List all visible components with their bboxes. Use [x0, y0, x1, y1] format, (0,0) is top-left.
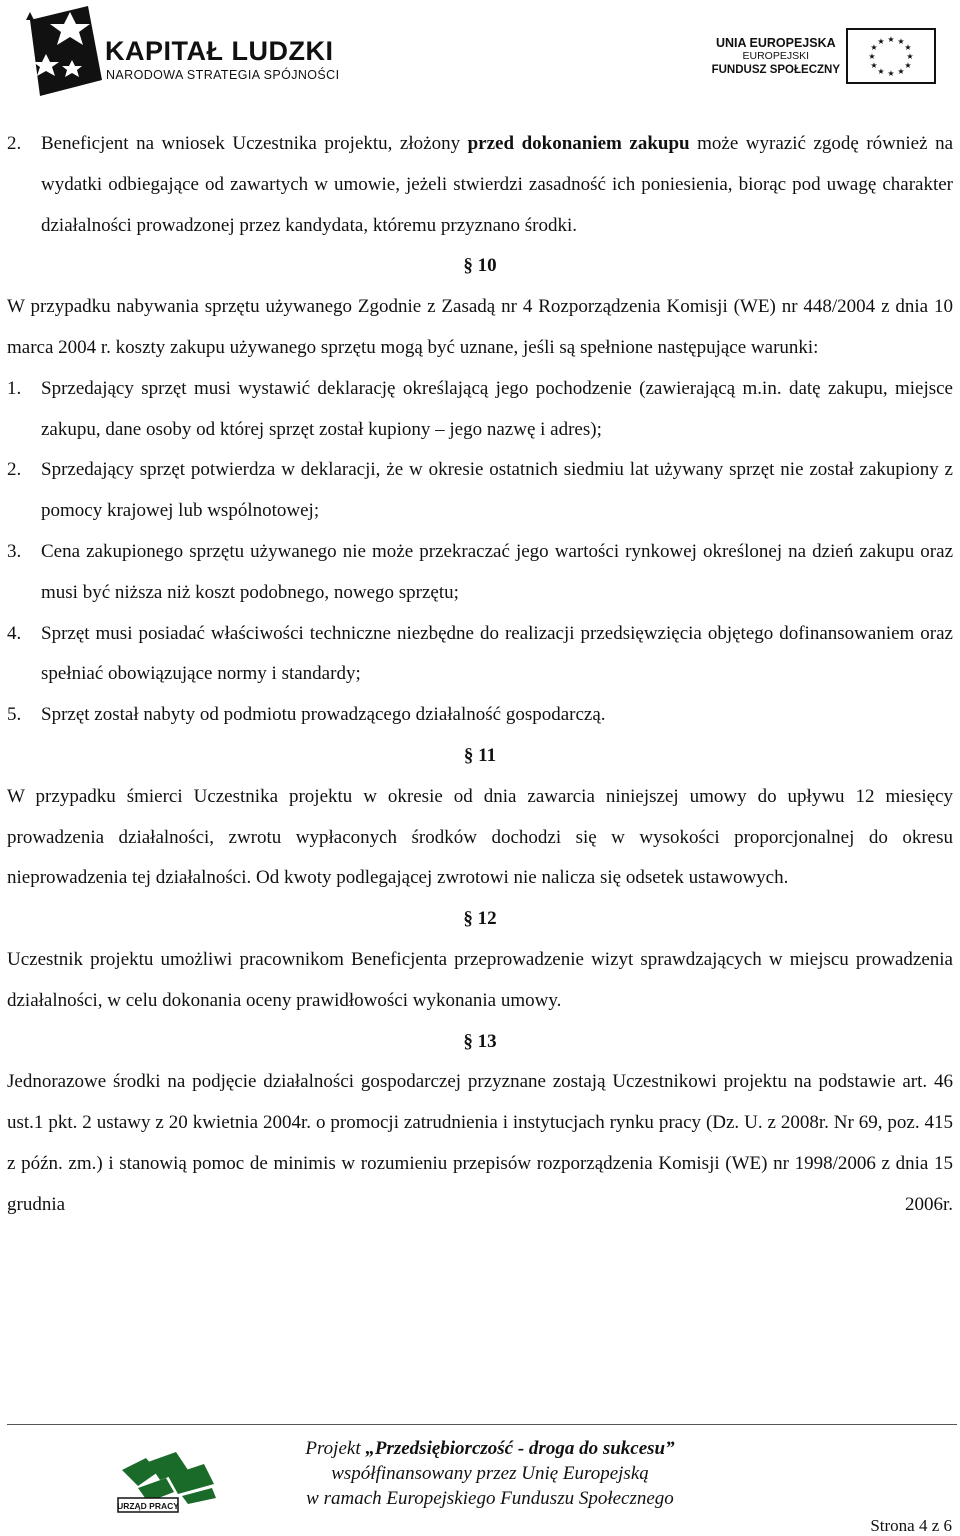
svg-text:★: ★: [904, 43, 912, 52]
list-item-number: 1.: [7, 377, 22, 399]
item-2-text-b: może wyrazić zgodę również na wydatki odbiegające od zawartych w umowie, jeżeli stwierdzi zasadność ich poniesienia, biorąc pod uwagę charakter działalności prowadzonej przez kandydata, któremu przyznano środki.: [41, 133, 953, 236]
eu-flag-icon: [846, 28, 936, 84]
list-item: [7, 532, 953, 614]
svg-text:★: ★: [868, 52, 876, 61]
list-item-text: Sprzedający sprzęt musi wystawić deklarację określającą jego pochodzenie (zawierającą m.in. datę zakupu, miejsce zakupu, dane osoby od której sprzęt został kupiony – jego nazwę i adres);: [41, 377, 953, 440]
item-2-bold-text: przed dokonaniem zakupu: [467, 133, 690, 154]
footer-project-line: [220, 1436, 760, 1461]
footer-project-text: [220, 1436, 760, 1511]
kapital-ludzki-subtitle: NARODOWA STRATEGIA SPÓJNOŚCI: [106, 68, 340, 82]
svg-text:★: ★: [904, 61, 912, 70]
section-13-heading: [7, 1022, 953, 1063]
page-footer: [0, 1428, 960, 1535]
item-2-text-a: Beneficjent na wniosek Uczestnika projektu, złożony: [41, 133, 468, 154]
list-item: [7, 369, 953, 451]
section-10-text: W przypadku nabywania sprzętu używanego Zgodnie z Zasadą nr 4 Rozporządzenia Komisji (WE) nr 448/2004 z dnia 10 marca 2004 r. koszty zakupu używanego sprzętu mogą być uznane, jeśli są spełnione następujące warunki:: [7, 296, 953, 358]
urzad-pracy-label: URZĄD PRACY: [117, 1501, 179, 1511]
section-11-heading: [7, 736, 953, 777]
svg-text:★: ★: [887, 69, 895, 78]
list-item-text: Sprzedający sprzęt potwierdza w deklaracji, że w okresie ostatnich siedmiu lat używany sprzęt nie został zakupiony z pomocy krajowej lub wspólnotowej;: [41, 459, 953, 522]
section-sign: §: [463, 1030, 473, 1052]
section-sign: §: [463, 908, 473, 930]
list-item-number: 2.: [7, 459, 22, 481]
list-item-text: Sprzęt musi posiadać właściwości techniczne niezbędne do realizacji przedsięwzięcia objętego dofinansowaniem oraz spełniać obowiązujące normy i standardy;: [41, 622, 953, 685]
section-12-heading: [7, 899, 953, 940]
footer-line-3: w ramach Europejskiego Funduszu Społecznego: [306, 1488, 674, 1509]
section-10-heading: [7, 246, 953, 287]
section-12-text: Uczestnik projektu umożliwi pracownikom Beneficjenta przeprowadzenie wizyt sprawdzających w miejscu prowadzenia działalności, w celu dokonania oceny prawidłowości wykonania umowy.: [7, 948, 953, 1011]
svg-text:★: ★: [906, 52, 914, 61]
list-item-number: 4.: [7, 622, 22, 644]
section-number: 12: [477, 908, 497, 930]
svg-text:★: ★: [897, 37, 905, 46]
svg-text:★: ★: [870, 61, 878, 70]
urzad-pracy-logo: [108, 1440, 228, 1520]
list-item-number: 5.: [7, 704, 22, 726]
list-item: [7, 450, 953, 532]
list-item-2: [7, 124, 953, 246]
section-number: 13: [477, 1030, 497, 1052]
section-sign: §: [463, 255, 473, 277]
svg-text:★: ★: [877, 67, 885, 76]
svg-text:★: ★: [877, 37, 885, 46]
section-sign: §: [463, 744, 474, 766]
kapital-ludzki-title: KAPITAŁ LUDZKI: [105, 36, 334, 66]
eu-line-1: UNIA EUROPEJSKA: [715, 36, 836, 50]
list-item-text: Cena zakupionego sprzętu używanego nie może przekraczać jego wartości rynkowej określonej na dzień zakupu oraz musi być niższa niż koszt podobnego, nowego sprzętu;: [41, 540, 953, 603]
svg-text:★: ★: [870, 43, 878, 52]
svg-text:★: ★: [887, 35, 895, 44]
page-number: Strona 4 z 6: [870, 1516, 952, 1535]
list-item-number: 3.: [7, 540, 22, 562]
page-header: [0, 0, 960, 110]
eu-line-2: EUROPEJSKI: [742, 50, 810, 62]
svg-text:★: ★: [897, 67, 905, 76]
list-item-number: 2.: [7, 133, 22, 154]
footer-project-name: „Przedsiębiorczość - droga do sukcesu”: [365, 1438, 675, 1459]
document-body: [7, 124, 953, 1226]
section-11-text: W przypadku śmierci Uczestnika projektu w okresie od dnia zawarcia niniejszej umowy do upływu 12 miesięcy prowadzenia działalności, zwrotu wypłaconych środków dochodzi się w wysokości proporcjonalnej do okresu nieprowadzenia tej działalności. Od kwoty podlegającej zwrotowi nie nalicza się odsetek ustawowych.: [7, 785, 953, 889]
eu-logo-text: [712, 36, 840, 77]
list-item: [7, 695, 953, 736]
footer-project-prefix: Projekt: [305, 1438, 366, 1459]
footer-line-2: współfinansowany przez Unię Europejską: [331, 1463, 649, 1484]
eu-line-3: FUNDUSZ SPOŁECZNY: [711, 64, 840, 76]
list-item-text: Sprzęt został nabyty od podmiotu prowadzącego działalność gospodarczą.: [41, 704, 606, 726]
footer-divider: [7, 1424, 957, 1425]
list-item: [7, 614, 953, 696]
section-13-text: Jednorazowe środki na podjęcie działalności gospodarczej przyznane zostają Uczestnikowi projektu na podstawie art. 46 ust.1 pkt. 2 ustawy z 20 kwietnia 2004r. o promocji zatrudnienia i instytucjach rynku pracy (Dz. U. z 2008r. Nr 69, poz. 415 z późn. zm.) i stanowią pomoc de minimis w rozumieniu przepisów rozporządzenia Komisji (WE) nr 1998/2006 z dnia 15 grudnia 2006r.: [7, 1071, 953, 1215]
section-number: 10: [477, 255, 497, 277]
section-number: 11: [478, 744, 497, 766]
